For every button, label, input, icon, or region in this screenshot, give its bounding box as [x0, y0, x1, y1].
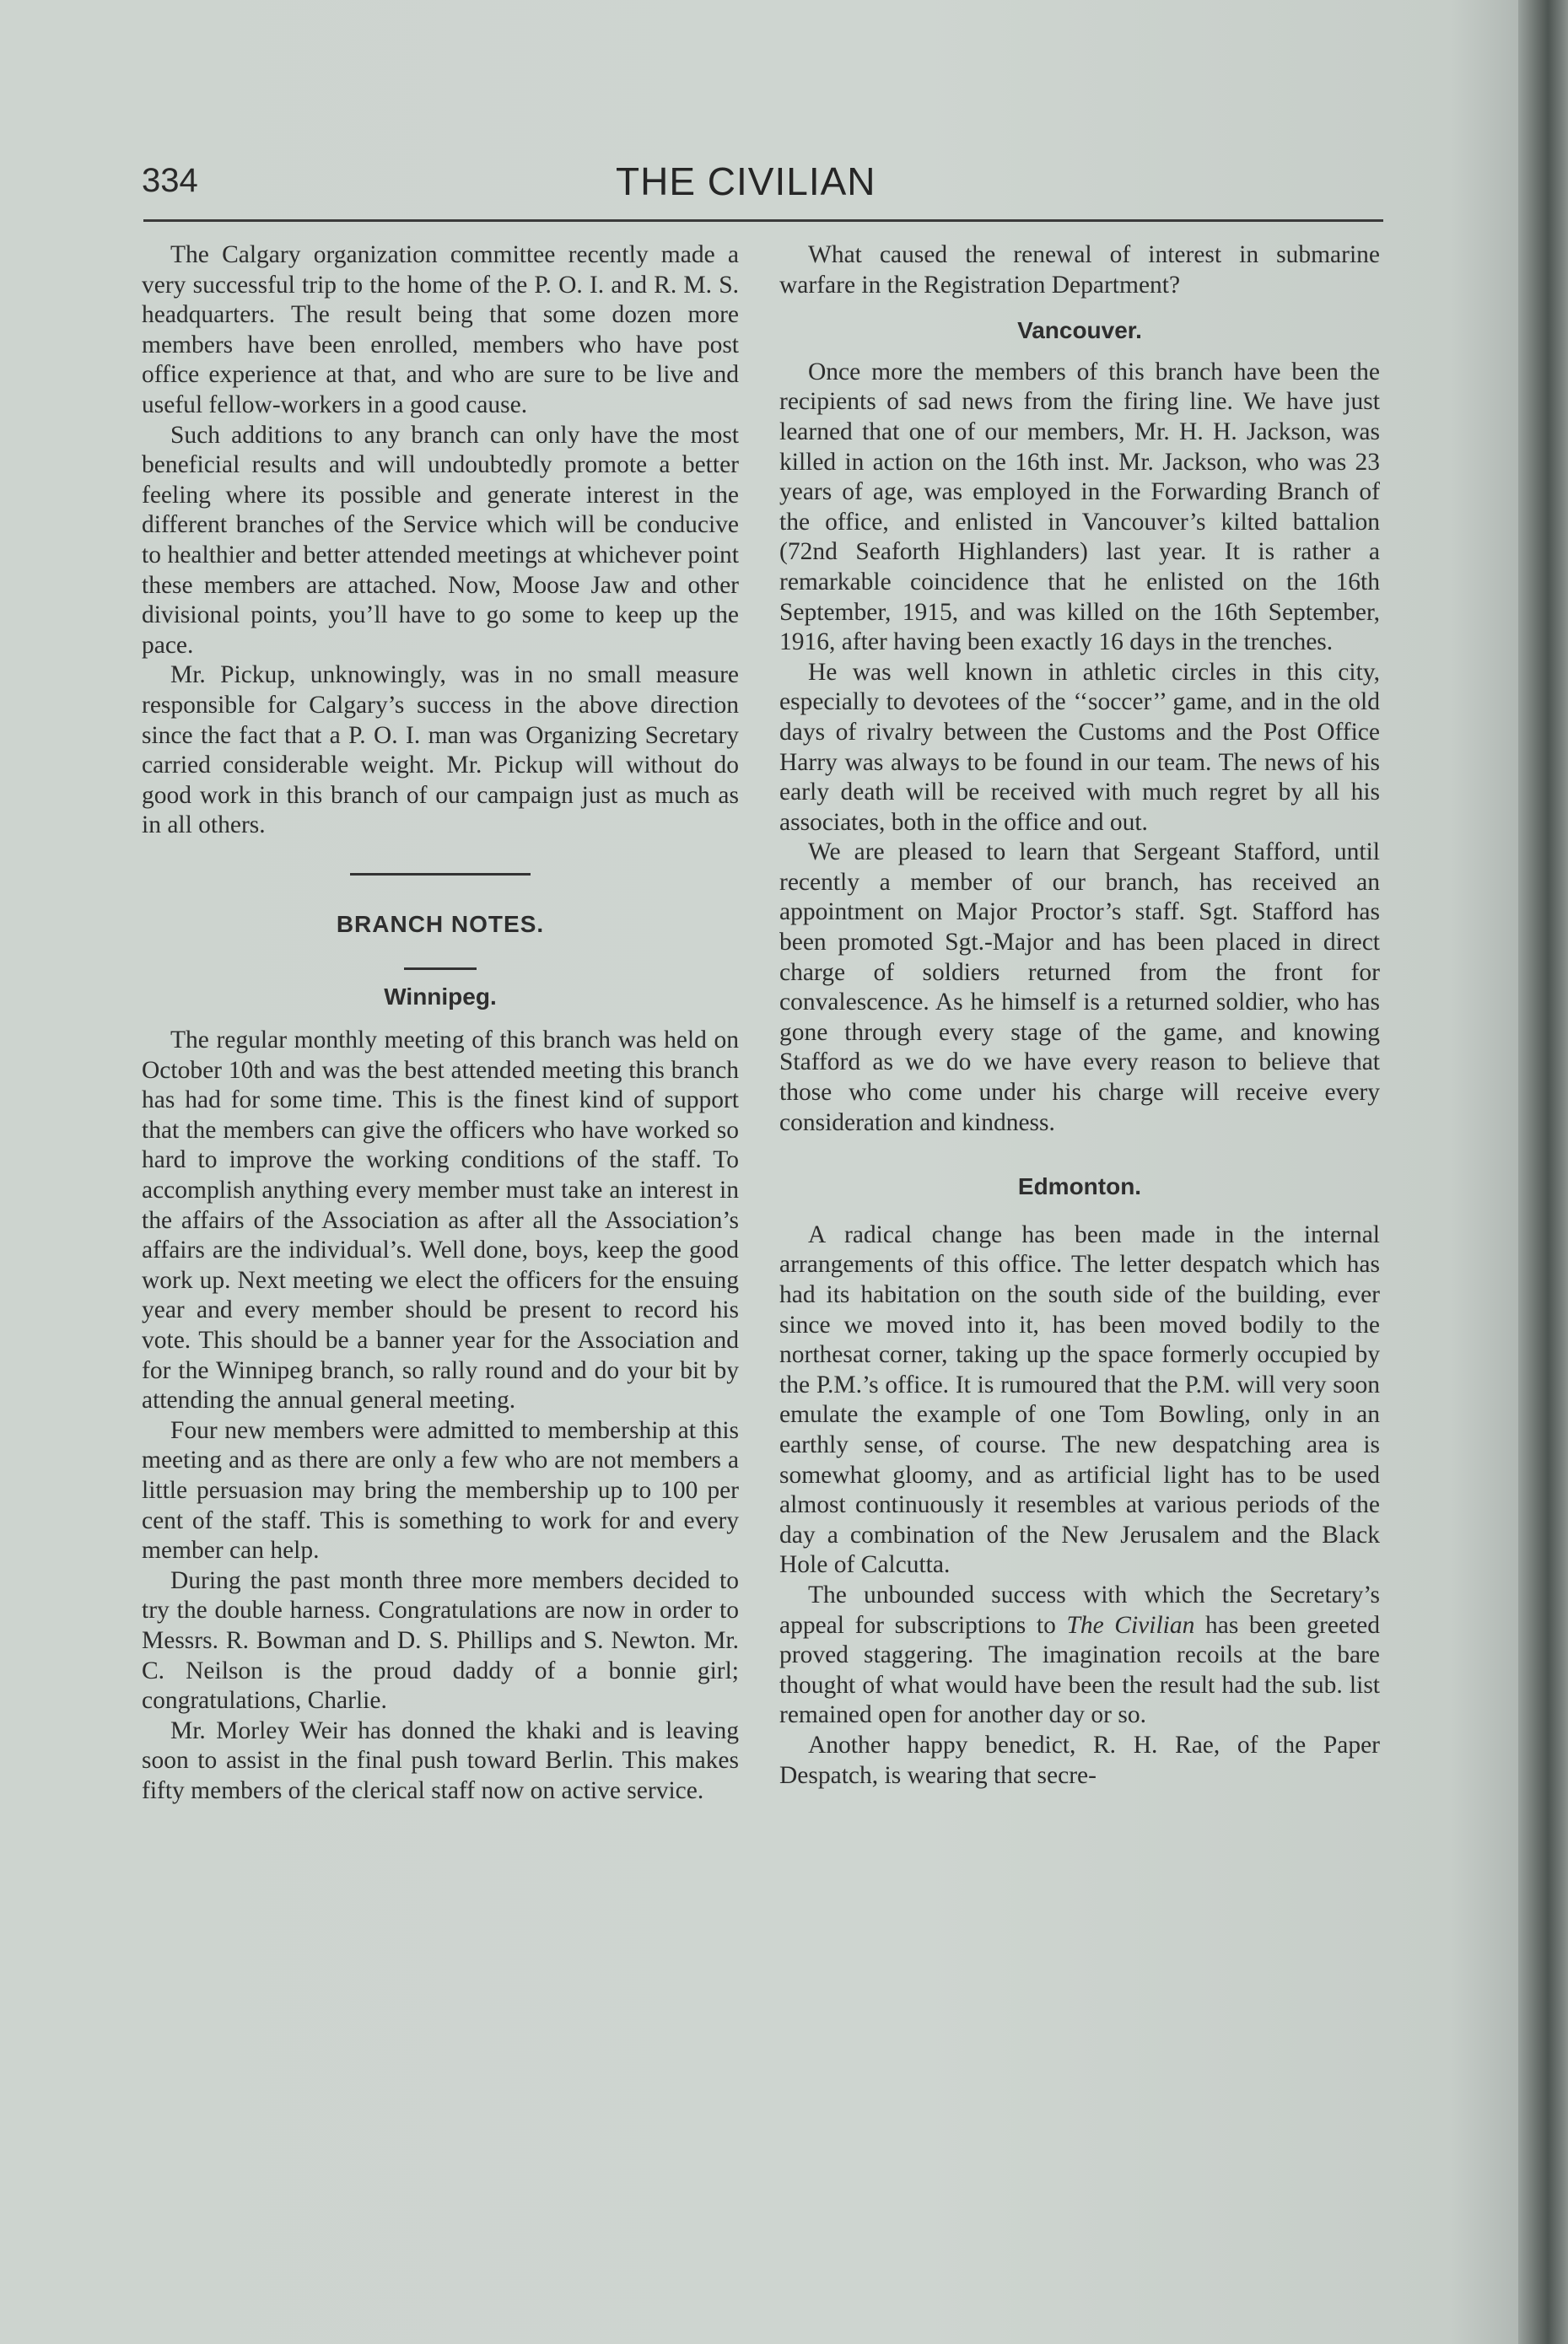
calgary-paragraph-2: Such additions to any branch can only have the most beneficial results and will undoubtedly promote a better feeling where its possible and generate interest in the different branches of the Service which will be conducive to healthier and better attended meetings at whichever point these members are attached. Now, Moose Jaw and other divisional points, you’ll have to go some to keep up the pace. — [142, 421, 739, 659]
calgary-paragraph-3: Mr. Pickup, unknowingly, was in no small measure responsible for Calgary’s success in the above direction since the fact that a P. O. I. man was Organizing Secretary carried considerable weight. Mr. Pickup will without do good work in this branch of our campaign just as much as in all others. — [142, 661, 739, 839]
running-title: THE CIVILIAN — [616, 159, 876, 203]
winnipeg-paragraph-4: Mr. Morley Weir has donned the khaki and is leaving soon to assist in the final push toward Berlin. This makes fifty members of the clerical staff now on active service. — [142, 1716, 739, 1804]
vancouver-paragraph-2: He was well known in athletic circles in this city, especially to devotees of the ‘‘soccer’’ game, and in the old days of rivalry between the Customs and the Post Office Harry was always to be found in our team. The news of his early death will be received with much regret by all his associates, both in the office and out. — [779, 658, 1380, 836]
calgary-paragraph-1: The Calgary organization committee recently made a very successful trip to the home of the P. O. I. and R. M. S. headquarters. The result being that some dozen more members have been enrolled, members who have post office experience at that, and who are sure to be live and useful fellow-workers in a good cause. — [142, 241, 739, 418]
edmonton-paragraph-2-start: The unbounded success with which the Secretary’s appeal for subscriptions to — [779, 1581, 1380, 1639]
edmonton-heading: Edmonton. — [1017, 1173, 1142, 1200]
winnipeg-paragraph-3: During the past month three more members decided to try the double harness. Congratulations are now in order to Messrs. R. Bowman and D. S. Phillips and S. Newton. Mr. C. Neilson is the proud daddy of a bonnie girl; congratulations, Charlie. — [142, 1566, 739, 1715]
registration-paragraph: What caused the renewal of interest in submarine warfare in the Registration Department? — [779, 241, 1380, 299]
winnipeg-paragraph-2: Four new members were admitted to membership at this meeting and as there are only a few who are not members a little persuasion may bring the membership up to 100 per cent of the staff. This is something to work for and every member can help. — [142, 1416, 739, 1565]
winnipeg-paragraph-1: The regular monthly meeting of this branch was held on October 10th and was the best attended meeting this branch has had for some time. This is the finest kind of support that the members can give the officers who have worked so hard to improve the working conditions of the staff. To accomplish anything every member must take an interest in the affairs of the Association as after all the Association’s affairs are the individual’s. Well done, boys, keep the good work up. Next meeting we elect the officers for the ensuing year and every member should be present to record his vote. This should be a banner year for the Association and for the Winnipeg branch, so rally round and do your bit by attending the annual general meeting. — [142, 1027, 739, 1414]
edmonton-paragraph-2-end: has been greeted proved staggering. The imagination recoils at the bare thought of what would have been the result had the sub. list remained open for another day or so. — [779, 1611, 1381, 1729]
header-rule — [143, 219, 1383, 222]
book-spine-shadow — [1518, 0, 1568, 2344]
civilian-title-italic: The Civilian — [1066, 1611, 1195, 1639]
edmonton-paragraph-3: Another happy benedict, R. H. Rae, of the Paper Despatch, is wearing that secre- — [779, 1731, 1380, 1789]
edmonton-paragraph-1: A radical change has been made in the internal arrangements of this office. The letter despatch which has had its habitation on the south side of the building, ever since we moved into it, has been moved bodily to the northesat corner, taking up the space formerly occupied by the P.M.’s office. It is rumoured that the P.M. will very soon emulate the example of one Tom Bowling, only in an earthly sense, of course. The new despatching area is somewhat gloomy, and as artificial light has to be used almost continuously it resembles at various periods of the day a combination of the New Jerusalem and the Black Hole of Calcutta. — [779, 1220, 1380, 1579]
edmonton-paragraph-2 — [779, 1581, 1380, 1731]
vancouver-paragraph-3: We are pleased to learn that Sergeant Stafford, until recently a member of our branch, has received an appointment on Major Proctor’s staff. Sgt. Stafford has been promoted Sgt.-Major and has been placed in direct charge of soldiers returned from the front for convalescence. As he himself is a returned soldier, who has gone through every stage of the game, and knowing Stafford as we do we have every reason to believe that those who come under his charge will receive every consideration and kindness. — [779, 838, 1380, 1136]
vancouver-paragraph-1: Once more the members of this branch have been the recipients of sad news from the firing line. We have just learned that one of our members, Mr. H. H. Jackson, was killed in action on the 16th inst. Mr. Jackson, who was 23 years of age, was employed in the Forwarding Branch of the office, and enlisted in Vancouver’s kilted battalion (72nd Seaforth Highlanders) last year. It is rather a remarkable coincidence that he enlisted on the 16th September, 1915, and was killed on the 16th September, 1916, after having been exactly 16 days in the trenches. — [779, 358, 1380, 656]
right-column — [779, 240, 1380, 1791]
branch-notes-heading: BRANCH NOTES. — [336, 910, 545, 937]
page-number: 334 — [142, 162, 198, 199]
page-header — [0, 159, 1527, 209]
winnipeg-heading: Winnipeg. — [384, 983, 497, 1010]
vancouver-heading: Vancouver. — [1017, 317, 1142, 344]
left-column — [142, 240, 739, 1807]
